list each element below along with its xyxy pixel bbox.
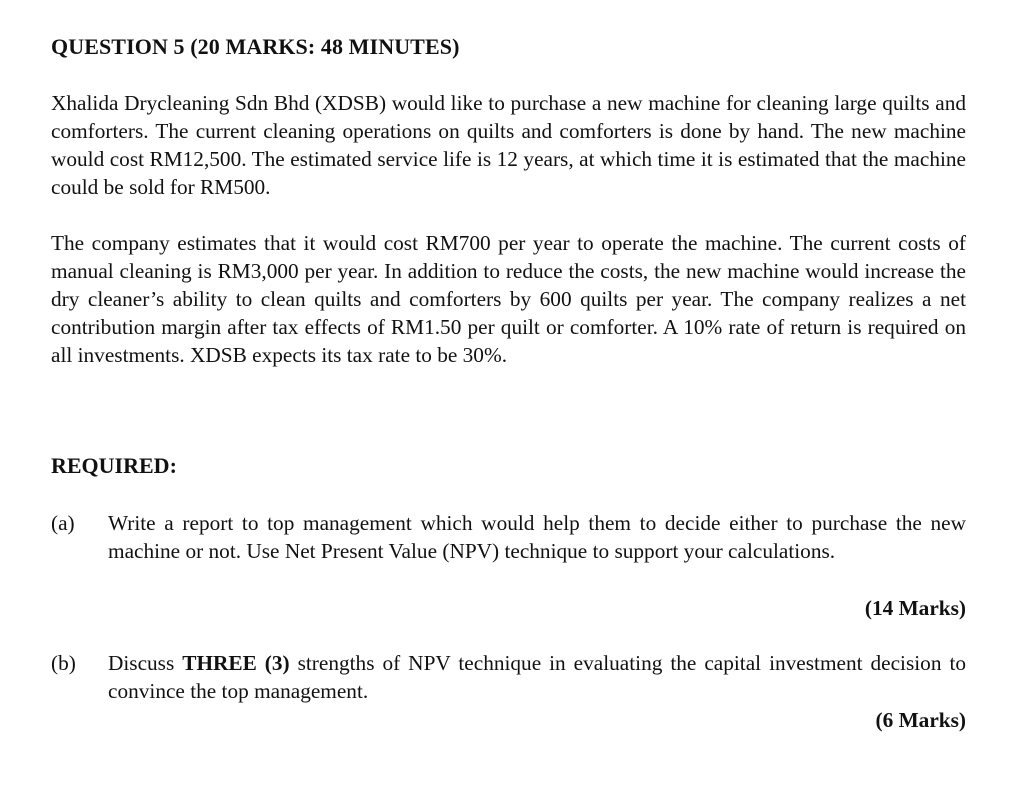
- item-a-label: (a): [51, 511, 75, 535]
- item-a-marks: (14 Marks): [864, 596, 966, 620]
- required-heading: REQUIRED:: [51, 453, 177, 478]
- item-b-text-before: Discuss: [108, 651, 183, 675]
- scenario-paragraph-2: The company estimates that it would cost RM700 per year to operate the machine. The current costs of manual cleaning is RM3,000 per year. In addition to reduce the costs, the new machine would increase the dry cleaner’s ability to clean quilts and comforters by 600 quilts per year. The company realizes a net contribution margin after tax effects of RM1.50 per quilt or comforter. A 10% rate of return is required on all investments. XDSB expects its tax rate to be 30%.: [51, 231, 966, 367]
- item-b-text: [108, 649, 966, 705]
- item-a-text: Write a report to top management which would help them to decide either to purchase the new machine or not. Use Net Present Value (NPV) technique to support your calculations.: [108, 511, 966, 563]
- scenario-paragraph-1: Xhalida Drycleaning Sdn Bhd (XDSB) would like to purchase a new machine for cleaning large quilts and comforters. The current cleaning operations on quilts and comforters is done by hand. The new machine would cost RM12,500. The estimated service life is 12 years, at which time it is estimated that the machine could be sold for RM500.: [51, 91, 966, 199]
- item-b-text-bold: THREE (3): [182, 651, 290, 675]
- item-b-text-after: strengths of NPV technique in evaluating the capital investment decision to convince the top management.: [108, 651, 967, 703]
- item-b-label: (b): [51, 651, 76, 675]
- item-b-marks: (6 Marks): [875, 708, 966, 732]
- question-title: QUESTION 5 (20 MARKS: 48 MINUTES): [51, 34, 460, 59]
